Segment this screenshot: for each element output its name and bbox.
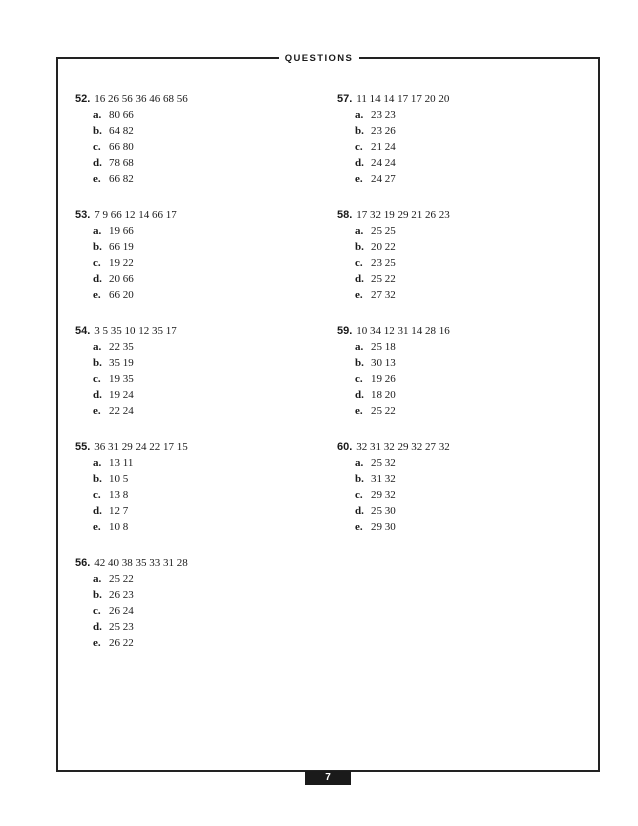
answer-option <box>75 603 188 619</box>
option-text: 19 66 <box>109 225 134 237</box>
option-text: 24 27 <box>371 173 396 185</box>
option-text: 10 5 <box>109 473 129 485</box>
option-text: 19 35 <box>109 373 134 385</box>
option-letter: d. <box>93 389 102 401</box>
answer-option <box>337 471 450 487</box>
option-text: 25 25 <box>371 225 396 237</box>
option-letter: b. <box>93 589 102 601</box>
option-text: 66 82 <box>109 173 134 185</box>
question-stem <box>75 440 188 455</box>
option-text: 26 24 <box>109 605 134 617</box>
number-sequence: 3 5 35 10 12 35 17 <box>94 325 177 337</box>
option-letter: b. <box>355 241 364 253</box>
answer-option <box>337 487 450 503</box>
option-letter: c. <box>93 605 101 617</box>
option-letter: a. <box>93 109 102 121</box>
question-number: 57. <box>337 93 353 105</box>
answer-option <box>75 519 188 535</box>
answer-option <box>75 587 188 603</box>
option-text: 19 22 <box>109 257 134 269</box>
section-header <box>0 51 638 65</box>
answer-option <box>337 239 450 255</box>
answer-option <box>75 139 188 155</box>
option-text: 27 32 <box>371 289 396 301</box>
answer-option <box>337 503 450 519</box>
option-letter: a. <box>93 573 102 585</box>
option-text: 23 25 <box>371 257 396 269</box>
answer-option <box>75 255 188 271</box>
answer-option <box>75 403 188 419</box>
number-sequence: 36 31 29 24 22 17 15 <box>94 441 188 453</box>
answer-option <box>337 123 450 139</box>
option-text: 80 66 <box>109 109 134 121</box>
question-item <box>75 324 188 419</box>
page-number: 7 <box>305 771 351 785</box>
option-text: 25 22 <box>109 573 134 585</box>
option-letter: c. <box>93 141 101 153</box>
answer-option <box>337 287 450 303</box>
answer-option <box>75 339 188 355</box>
question-item <box>337 440 450 535</box>
option-text: 18 20 <box>371 389 396 401</box>
answer-option <box>337 171 450 187</box>
option-letter: a. <box>355 457 364 469</box>
questions-column-left <box>75 92 188 672</box>
answer-option <box>75 155 188 171</box>
option-letter: d. <box>93 505 102 517</box>
answer-option <box>337 139 450 155</box>
option-letter: c. <box>355 489 363 501</box>
question-stem <box>75 208 188 223</box>
question-stem <box>337 440 450 455</box>
option-text: 25 18 <box>371 341 396 353</box>
option-text: 10 8 <box>109 521 129 533</box>
questions-column-right <box>337 92 450 556</box>
option-text: 26 23 <box>109 589 134 601</box>
option-letter: a. <box>93 341 102 353</box>
number-sequence: 17 32 19 29 21 26 23 <box>356 209 450 221</box>
answer-option <box>75 287 188 303</box>
option-letter: e. <box>93 405 101 417</box>
option-letter: b. <box>93 241 102 253</box>
option-letter: c. <box>355 141 363 153</box>
option-letter: a. <box>355 225 364 237</box>
option-text: 13 11 <box>109 457 134 469</box>
answer-option <box>337 107 450 123</box>
answer-option <box>75 471 188 487</box>
option-letter: a. <box>93 457 102 469</box>
question-item <box>75 208 188 303</box>
option-text: 24 24 <box>371 157 396 169</box>
option-letter: d. <box>355 157 364 169</box>
question-item <box>75 556 188 651</box>
option-text: 30 13 <box>371 357 396 369</box>
answer-option <box>75 619 188 635</box>
question-item <box>337 92 450 187</box>
option-letter: b. <box>355 357 364 369</box>
option-letter: d. <box>355 389 364 401</box>
option-text: 35 19 <box>109 357 134 369</box>
answer-option <box>337 339 450 355</box>
option-letter: c. <box>93 373 101 385</box>
answer-option <box>337 455 450 471</box>
question-stem <box>337 92 450 107</box>
option-text: 25 22 <box>371 405 396 417</box>
question-item <box>75 92 188 187</box>
number-sequence: 7 9 66 12 14 66 17 <box>94 209 177 221</box>
option-letter: a. <box>355 109 364 121</box>
answer-option <box>75 455 188 471</box>
answer-option <box>75 635 188 651</box>
question-number: 55. <box>75 441 91 453</box>
option-text: 13 8 <box>109 489 129 501</box>
option-text: 25 30 <box>371 505 396 517</box>
answer-option <box>337 403 450 419</box>
option-text: 20 66 <box>109 273 134 285</box>
question-stem <box>337 208 450 223</box>
option-letter: c. <box>355 373 363 385</box>
question-stem <box>75 92 188 107</box>
answer-option <box>337 155 450 171</box>
option-letter: b. <box>355 125 364 137</box>
answer-option <box>75 387 188 403</box>
option-letter: d. <box>355 273 364 285</box>
number-sequence: 10 34 12 31 14 28 16 <box>356 325 450 337</box>
option-letter: b. <box>93 357 102 369</box>
option-letter: c. <box>93 489 101 501</box>
option-text: 20 22 <box>371 241 396 253</box>
option-letter: c. <box>355 257 363 269</box>
option-text: 12 7 <box>109 505 129 517</box>
option-letter: c. <box>93 257 101 269</box>
option-text: 31 32 <box>371 473 396 485</box>
option-letter: e. <box>355 173 363 185</box>
answer-option <box>337 371 450 387</box>
option-letter: d. <box>355 505 364 517</box>
option-letter: e. <box>93 173 101 185</box>
answer-option <box>337 255 450 271</box>
question-number: 52. <box>75 93 91 105</box>
option-letter: a. <box>93 225 102 237</box>
option-text: 25 22 <box>371 273 396 285</box>
option-letter: e. <box>93 521 101 533</box>
option-text: 23 23 <box>371 109 396 121</box>
option-text: 66 80 <box>109 141 134 153</box>
answer-option <box>75 107 188 123</box>
option-letter: e. <box>355 521 363 533</box>
answer-option <box>75 371 188 387</box>
number-sequence: 11 14 14 17 17 20 20 <box>356 93 450 105</box>
question-number: 54. <box>75 325 91 337</box>
option-letter: a. <box>355 341 364 353</box>
option-letter: d. <box>93 273 102 285</box>
option-text: 66 20 <box>109 289 134 301</box>
answer-option <box>75 239 188 255</box>
option-letter: e. <box>355 405 363 417</box>
question-number: 53. <box>75 209 91 221</box>
answer-option <box>75 171 188 187</box>
question-item <box>337 208 450 303</box>
option-text: 64 82 <box>109 125 134 137</box>
option-letter: e. <box>355 289 363 301</box>
option-letter: d. <box>93 621 102 633</box>
section-header-label: QUESTIONS <box>279 53 360 64</box>
option-letter: b. <box>93 125 102 137</box>
answer-option <box>337 519 450 535</box>
answer-option <box>75 355 188 371</box>
option-text: 22 24 <box>109 405 134 417</box>
answer-option <box>75 571 188 587</box>
number-sequence: 32 31 32 29 32 27 32 <box>356 441 450 453</box>
number-sequence: 16 26 56 36 46 68 56 <box>94 93 188 105</box>
option-text: 19 26 <box>371 373 396 385</box>
question-stem <box>75 324 188 339</box>
option-text: 25 23 <box>109 621 134 633</box>
answer-option <box>337 223 450 239</box>
option-text: 78 68 <box>109 157 134 169</box>
question-number: 59. <box>337 325 353 337</box>
option-letter: e. <box>93 289 101 301</box>
question-number: 60. <box>337 441 353 453</box>
question-stem <box>75 556 188 571</box>
option-letter: e. <box>93 637 101 649</box>
option-text: 66 19 <box>109 241 134 253</box>
number-sequence: 42 40 38 35 33 31 28 <box>94 557 188 569</box>
option-text: 21 24 <box>371 141 396 153</box>
option-text: 19 24 <box>109 389 134 401</box>
option-text: 25 32 <box>371 457 396 469</box>
question-number: 56. <box>75 557 91 569</box>
question-number: 58. <box>337 209 353 221</box>
option-text: 29 32 <box>371 489 396 501</box>
answer-option <box>337 271 450 287</box>
answer-option <box>75 271 188 287</box>
question-item <box>337 324 450 419</box>
option-letter: b. <box>93 473 102 485</box>
option-text: 26 22 <box>109 637 134 649</box>
option-letter: d. <box>93 157 102 169</box>
question-stem <box>337 324 450 339</box>
option-text: 23 26 <box>371 125 396 137</box>
option-text: 22 35 <box>109 341 134 353</box>
answer-option <box>337 387 450 403</box>
answer-option <box>75 487 188 503</box>
answer-option <box>75 123 188 139</box>
option-letter: b. <box>355 473 364 485</box>
answer-option <box>337 355 450 371</box>
answer-option <box>75 223 188 239</box>
answer-option <box>75 503 188 519</box>
question-item <box>75 440 188 535</box>
option-text: 29 30 <box>371 521 396 533</box>
